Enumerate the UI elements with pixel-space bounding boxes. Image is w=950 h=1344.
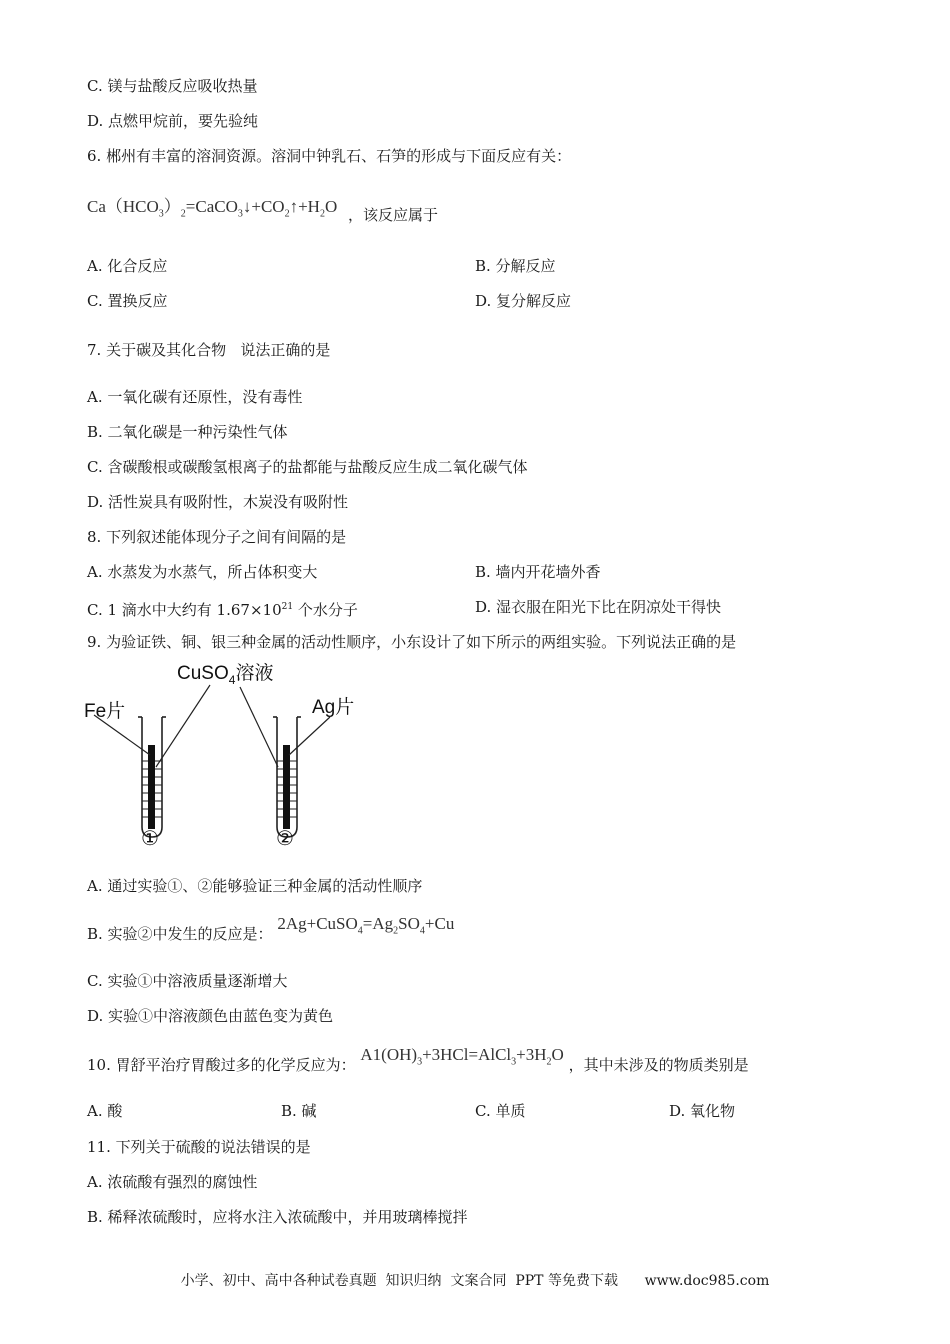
q7-option-b: B. 二氧化碳是一种污染性气体 <box>87 423 288 441</box>
test-tube-1 <box>138 717 166 837</box>
q8-option-c: C. 1 滴水中大约有 $1.67\times 10^{21}$ 个水分子 <box>87 601 358 619</box>
ag-label: Ag片 <box>312 697 355 718</box>
page-footer: 小学、初中、高中各种试卷真题 知识归纳 文案合同 PPT 等免费下载 www.doc985.com <box>180 1273 770 1289</box>
q6-suffix: ，该反应属于 <box>348 206 439 224</box>
ag-strip <box>283 745 290 829</box>
q11-option-a: A. 浓硫酸有强烈的腐蚀性 <box>87 1173 258 1191</box>
q11-stem: 11. 下列关于硫酸的说法错误的是 <box>87 1138 311 1156</box>
q9-option-b-equation: $2Ag+CuSO_4=Ag_2SO_4+Cu$ <box>277 914 455 937</box>
q7-option-a: A. 一氧化碳有还原性，没有毒性 <box>87 388 303 406</box>
tube-1-number: ① <box>141 828 159 850</box>
q5-option-d: D. 点燃甲烷前，要先验纯 <box>87 112 259 130</box>
q9-option-b: B. 实验②中发生的反应是： $2Ag+CuSO_4=Ag_2SO_4+Cu$ <box>87 914 455 943</box>
q6-option-d: D. 复分解反应 <box>475 292 572 310</box>
fe-label: Fe片 <box>84 701 126 722</box>
q7-option-d: D. 活性炭具有吸附性，木炭没有吸附性 <box>87 493 349 511</box>
q6-equation: $Ca(HCO_3)_2=CaCO_3↓+CO_2↑+H_2O$ <box>87 197 338 220</box>
q10-option-c: C. 单质 <box>475 1102 526 1120</box>
q11-option-b: B. 稀释浓硫酸时，应将水注入浓硫酸中，并用玻璃棒搅拌 <box>87 1208 468 1226</box>
q8-option-d: D. 湿衣服在阳光下比在阴凉处干得快 <box>475 598 722 616</box>
q10-option-d: D. 氧化物 <box>669 1102 736 1120</box>
fe-strip <box>148 745 155 829</box>
q9-option-a: A. 通过实验①、②能够验证三种金属的活动性顺序 <box>87 877 423 895</box>
q10-option-a: A. 酸 <box>87 1102 123 1120</box>
q6-option-c: C. 置换反应 <box>87 292 168 310</box>
q6-option-a: A. 化合反应 <box>87 257 168 275</box>
q10-option-b: B. 碱 <box>281 1102 317 1120</box>
q10-stem-line <box>87 1045 749 1082</box>
cuso4-label: CuSO$_4$溶液 <box>177 663 274 687</box>
test-tube-2 <box>273 717 301 837</box>
q8-option-a: A. 水蒸发为水蒸气，所占体积变大 <box>87 563 318 581</box>
q7-stem: 7. 关于碳及其化合物 说法正确的是 <box>87 341 331 359</box>
q6-option-b: B. 分解反应 <box>475 257 556 275</box>
q9-experiment-figure <box>80 655 360 855</box>
tube-2-number: ② <box>276 828 294 850</box>
q8-stem: 8. 下列叙述能体现分子之间有间隔的是 <box>87 528 347 546</box>
q9-stem: 9. 为验证铁、铜、银三种金属的活动性顺序，小东设计了如下所示的两组实验。下列说法正确的是 <box>87 633 737 651</box>
q10-stem: 10. 胃舒平治疗胃酸过多的化学反应为： <box>87 1056 356 1074</box>
q7-option-c: C. 含碳酸根或碳酸氢根离子的盐都能与盐酸反应生成二氧化碳气体 <box>87 458 528 476</box>
q10-equation: $A1(OH)_3+3HCl=AlCl_3+3H_2O$ <box>360 1045 564 1068</box>
q6-equation-line <box>87 197 438 224</box>
q8-option-b: B. 墙内开花墙外香 <box>475 563 601 581</box>
q6-stem: 6. 郴州有丰富的溶洞资源。溶洞中钟乳石、石笋的形成与下面反应有关： <box>87 147 572 165</box>
q9-option-d: D. 实验①中溶液颜色由蓝色变为黄色 <box>87 1007 334 1025</box>
q9-option-c: C. 实验①中溶液质量逐渐增大 <box>87 972 288 990</box>
q10-suffix: ，其中未涉及的物质类别是 <box>568 1056 749 1074</box>
q5-option-c: C. 镁与盐酸反应吸收热量 <box>87 77 258 95</box>
